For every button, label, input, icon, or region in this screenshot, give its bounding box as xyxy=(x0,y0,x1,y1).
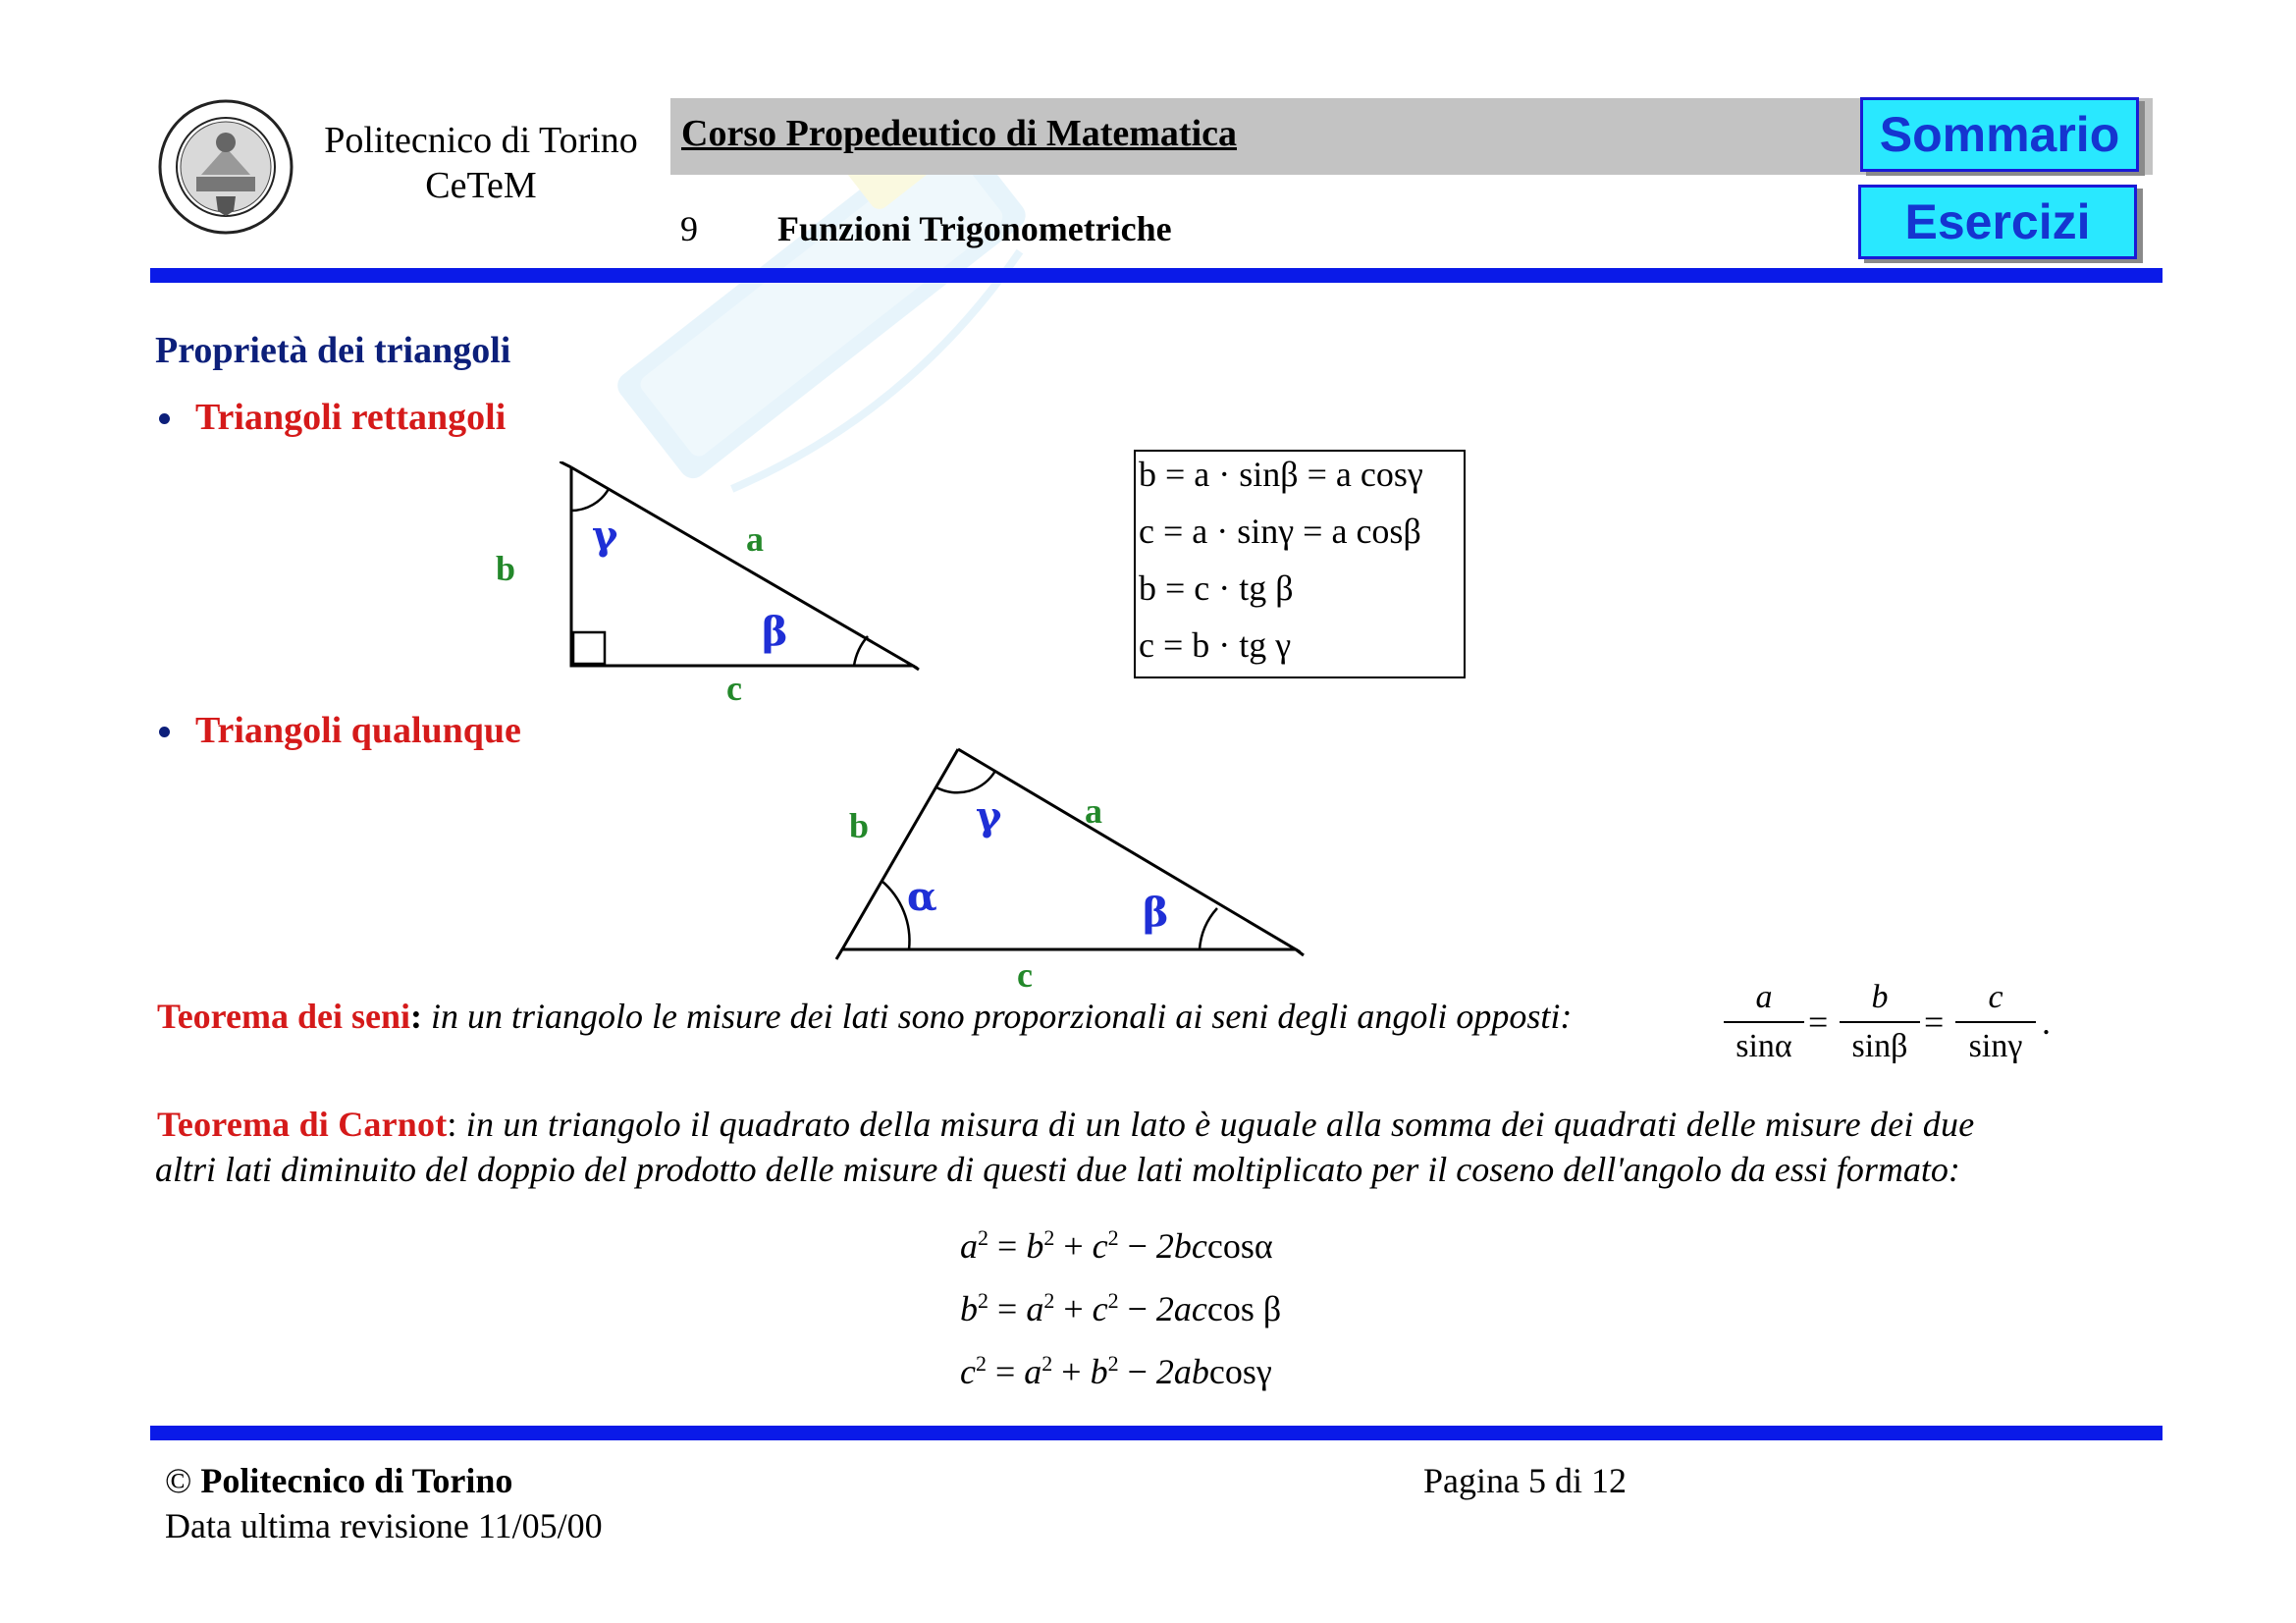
institution-name xyxy=(316,118,646,208)
footer-divider xyxy=(150,1426,2163,1440)
fraction-a-sin-alpha xyxy=(1724,978,1804,1066)
equals-sign: = xyxy=(1924,1002,1945,1042)
bullet-icon xyxy=(159,727,170,737)
fraction-numerator: a xyxy=(1755,979,1773,1015)
angle-label-alpha: α xyxy=(907,874,937,920)
summary-button[interactable]: Sommario xyxy=(1860,97,2139,172)
fraction-denominator: sinβ xyxy=(1851,1028,1908,1064)
bullet-icon xyxy=(159,413,170,424)
footer-revision-date: Data ultima revisione 11/05/00 xyxy=(165,1506,603,1545)
carnot-theorem-title: Teorema di Carnot xyxy=(157,1105,448,1144)
angle-label-beta: β xyxy=(762,609,788,655)
fraction-c-sin-gamma xyxy=(1955,978,2036,1066)
header-divider xyxy=(150,268,2163,283)
exponent: 2 xyxy=(1107,1288,1119,1313)
formula-term: b xyxy=(1026,1226,1044,1266)
side-label-b: b xyxy=(849,806,870,845)
exponent: 2 xyxy=(975,1351,987,1376)
page-indicator: Pagina 5 di 12 xyxy=(1423,1461,1627,1500)
formula-line: c = a · sinγ = a cosβ xyxy=(1139,512,1421,551)
sine-theorem-colon: : xyxy=(410,997,422,1036)
angle-label-beta: β xyxy=(1143,890,1169,936)
formula-coefficient: 2bc xyxy=(1155,1226,1207,1266)
formula-cosine: cosγ xyxy=(1208,1352,1272,1391)
carnot-theorem-colon: : xyxy=(447,1105,457,1144)
exponent: 2 xyxy=(1043,1288,1055,1313)
course-title: Corso Propedeutico di Matematica xyxy=(681,113,1238,154)
fraction-bar xyxy=(1955,1021,2036,1023)
carnot-statement-part-2: altri lati diminuito del doppio del prodotto delle misure di questi due lati moltiplicato per il coseno dell'angolo da essi formato: xyxy=(155,1150,1960,1189)
copyright-symbol: © xyxy=(165,1461,192,1500)
side-label-b: b xyxy=(496,549,516,588)
fraction-bar xyxy=(1840,1021,1920,1023)
fraction-numerator: b xyxy=(1871,979,1889,1015)
fraction-bar xyxy=(1724,1021,1804,1023)
side-label-a: a xyxy=(746,519,764,559)
chapter-title: Funzioni Trigonometriche xyxy=(777,209,1172,248)
sine-theorem-title: Teorema dei seni xyxy=(157,997,410,1036)
formula-term: a xyxy=(1026,1289,1044,1328)
exponent: 2 xyxy=(1041,1351,1053,1376)
sentence-period: . xyxy=(2042,1002,2051,1042)
side-label-a: a xyxy=(1085,791,1102,831)
formula-lhs: c xyxy=(960,1352,976,1391)
formula-line: b = c · tg β xyxy=(1139,568,1294,608)
fraction-b-sin-beta xyxy=(1840,978,1920,1066)
angle-label-gamma: γ xyxy=(592,513,618,559)
formula-term: c xyxy=(1092,1289,1108,1328)
footer-copyright xyxy=(165,1460,512,1501)
right-triangles-heading: Triangoli rettangoli xyxy=(195,397,507,438)
sine-theorem-text xyxy=(157,996,1572,1037)
right-triangle-diagram xyxy=(560,461,923,677)
formula-line: c = b · tg γ xyxy=(1139,625,1292,665)
department-label: CeTeM xyxy=(425,165,537,206)
equals-sign: = xyxy=(1808,1002,1829,1042)
side-label-c: c xyxy=(1017,955,1033,995)
formula-coefficient: 2ab xyxy=(1155,1352,1209,1391)
exponent: 2 xyxy=(978,1288,988,1313)
carnot-formula: $b^2 = a^2 + c^2 - 2accos$ β xyxy=(960,1288,1282,1328)
carnot-formula: $c^2 = a^2 + b^2 - 2abcos\gamma$ xyxy=(960,1351,1272,1391)
exponent: 2 xyxy=(1043,1225,1055,1250)
fraction-denominator: sinα xyxy=(1735,1028,1792,1064)
institution-seal-icon xyxy=(157,98,294,236)
copyright-owner: Politecnico di Torino xyxy=(200,1461,513,1500)
carnot-statement-part-1: in un triangolo il quadrato della misura di un lato è uguale alla somma dei quadrati delle misure dei due xyxy=(465,1105,1975,1144)
exercises-button[interactable]: Esercizi xyxy=(1858,185,2137,259)
formula-lhs: a xyxy=(960,1226,978,1266)
exponent: 2 xyxy=(978,1225,988,1250)
formula-term: b xyxy=(1090,1352,1108,1391)
institution-label: Politecnico di Torino xyxy=(324,120,638,161)
formula-line: b = a · sinβ = a cosγ xyxy=(1139,455,1423,494)
formula-term: a xyxy=(1024,1352,1042,1391)
formula-cosine: cos β xyxy=(1206,1289,1282,1328)
formula-cosine: cosα xyxy=(1206,1226,1273,1266)
section-title: Proprietà dei triangoli xyxy=(155,330,511,371)
exponent: 2 xyxy=(1107,1351,1119,1376)
any-triangles-heading: Triangoli qualunque xyxy=(195,710,521,751)
side-label-c: c xyxy=(726,669,742,708)
formula-lhs: b xyxy=(960,1289,978,1328)
formula-term: c xyxy=(1092,1226,1108,1266)
general-triangle-diagram xyxy=(834,741,1306,967)
angle-label-gamma: γ xyxy=(976,793,1002,839)
fraction-denominator: sinγ xyxy=(1968,1028,2023,1064)
exponent: 2 xyxy=(1107,1225,1119,1250)
chapter-number: 9 xyxy=(680,209,698,248)
carnot-theorem-line-1 xyxy=(157,1104,1974,1145)
formula-coefficient: 2ac xyxy=(1155,1289,1207,1328)
sine-theorem-statement: in un triangolo le misure dei lati sono proporzionali ai seni degli angoli opposti: xyxy=(431,997,1573,1036)
fraction-numerator: c xyxy=(1988,979,2003,1015)
carnot-formula: $a^2 = b^2 + c^2 - 2bccos\alpha$ xyxy=(960,1225,1273,1266)
